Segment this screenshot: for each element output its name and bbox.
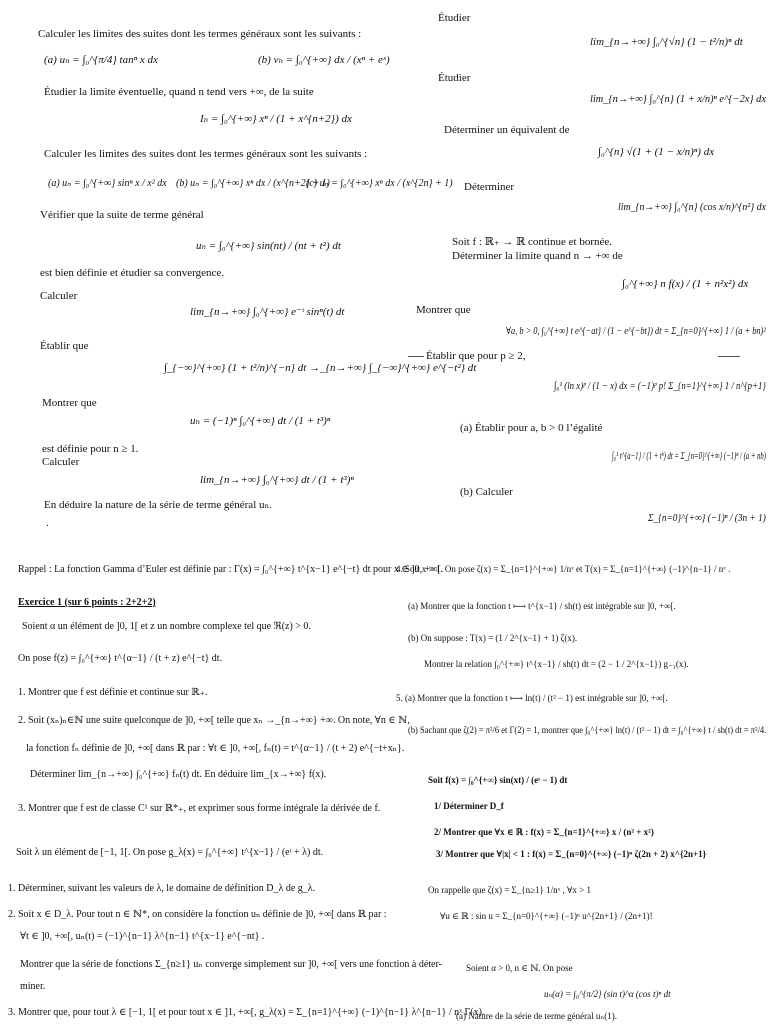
instruction-text: (b) Calculer [460,486,513,498]
question-text: 3. Montrer que, pour tout λ ∈ [−1, 1[ et pour tout x ∈ ]1, +∞[, g_λ(x) = Σ_{n=1}^{+∞} (−1)^{n−1} λ^{n−1} / nˣ Γ(x). [8,1007,485,1018]
instruction-text: Déterminer un équivalent de [444,124,570,136]
statement-text: Soit λ un élément de [−1, 1[. On pose g_λ(x) = ∫₀^{+∞} t^{x−1} / (eᵗ + λ) dt. [16,847,324,858]
math-formula: ∫₀¹ (ln x)ᵖ / (1 − x) dx = (−1)ᵖ p! Σ_{n=1}^{+∞} 1 / n^{p+1} [554,380,766,392]
instruction-text: Montrer que [42,397,97,409]
question-text: ∀t ∈ ]0, +∞[, uₙ(t) = (−1)^{n−1} λ^{n−1} t^{x−1} e^{−nt} . [20,931,265,942]
math-formula: lim_{n→+∞} ∫₀^{√n} (1 − t²/n)ⁿ dt [590,36,743,48]
reminder-text: On rappelle que ζ(x) = Σ_{n≥1} 1/nˣ , ∀x > 1 [428,885,591,895]
question-text: (a) Montrer que la fonction t ⟼ t^{x−1} / sh(t) est intégrable sur ]0, +∞[. [408,601,676,611]
math-item: (b) uₙ = ∫₀^{+∞} xⁿ dx / (x^{n+2} + 1) [176,178,330,189]
divider-line [408,356,424,357]
stray-dot: . [46,517,49,529]
divider-line [718,356,740,357]
statement-text: Soit f(x) = ∫₀^{+∞} sin(xt) / (eᵗ − 1) dt [428,775,568,785]
question-text: miner. [20,981,46,992]
instruction-text: Calculer les limites des suites dont les termes généraux sont les suivants : [44,148,368,160]
instruction-text: Vérifier que la suite de terme général [40,209,204,221]
instruction-text: Montrer que [416,304,471,316]
math-formula: Σ_{n=0}^{+∞} (−1)ⁿ / (3n + 1) [648,512,766,524]
instruction-text: est bien définie et étudier sa convergence. [40,267,224,279]
statement-text: Soient α un élément de ]0, 1[ et z un nombre complexe tel que ℜ(z) > 0. [22,621,311,632]
math-item: (a) uₙ = ∫₀^{π/4} tanⁿ x dx [44,54,158,66]
math-formula: lim_{n→+∞} ∫₀^{n} (cos x/n)^{n²} dx [618,201,766,213]
statement-text: On pose f(z) = ∫₀^{+∞} t^{α−1} / (t + z) e^{−t} dt. [18,653,223,664]
instruction-text: Établir que pour p ≥ 2, [426,350,526,362]
question-text: 5. (a) Montrer que la fonction t ⟼ ln(t) / (t² − 1) est intégrable sur ]0, +∞[. [396,693,668,703]
statement-text: Soient α > 0, n ∈ ℕ. On pose [466,963,573,973]
instruction-text: Calculer [42,456,80,468]
question-text: 2. Soit x ∈ D_λ. Pour tout n ∈ ℕ*, on considère la fonction uₙ définie de ]0, +∞[ dans ℝ par : [8,909,387,920]
exercise-heading: Exercice 1 (sur 6 points : 2+2+2) [18,597,156,608]
question-text: 1. Déterminer, suivant les valeurs de λ, le domaine de définition D_λ de g_λ. [8,883,316,894]
question-text: 3/ Montrer que ∀|x| < 1 : f(x) = Σ_{n=0}^{+∞} (−1)ⁿ ζ(2n + 2) x^{2n+1} [436,849,707,859]
math-formula: uₙ = ∫₀^{+∞} sin(nt) / (nt + t²) dt [196,240,341,252]
question-text: Montrer la relation ∫₀^{+∞} t^{x−1} / sh(t) dt = (2 − 1 / 2^{x−1}) g₋₁(x). [424,659,689,669]
instruction-text: En déduire la nature de la série de terme général uₙ. [44,499,273,511]
math-item: (a) uₙ = ∫₀^{+∞} sinⁿ x / x² dx [48,178,167,189]
question-text: (a) Nature de la série de terme général uₙ(1). [456,1011,618,1021]
math-formula: ∫₀¹ t^{a−1} / (1 + tᵇ) dt = Σ_{n=0}^{+∞} (−1)ⁿ / (a + nb) [612,450,767,462]
instruction-text: (a) Établir pour a, b > 0 l’égalité [460,422,603,434]
math-formula: lim_{n→+∞} ∫₀^{+∞} dt / (1 + t³)ⁿ [200,474,354,486]
instruction-text: Établir que [40,340,89,352]
question-text: 2. Soit (xₙ)ₙ∈ℕ une suite quelconque de ]0, +∞[ telle que xₙ →_{n→+∞} +∞. On note, ∀n ∈ ℕ, [18,715,410,726]
question-text: 1/ Déterminer D_f [434,801,504,811]
question-text: Montrer que la série de fonctions Σ_{n≥1} uₙ converge simplement sur ]0, +∞[ vers une fonction à déter- [20,959,442,970]
instruction-text: Étudier la limite éventuelle, quand n tend vers +∞, de la suite [44,86,314,98]
math-formula: lim_{n→+∞} ∫₀^{n} (1 + x/n)ⁿ e^{−2x} dx [590,93,767,105]
instruction-text: est définie pour n ≥ 1. [42,443,139,455]
math-item: (b) vₙ = ∫₀^{+∞} dx / (xⁿ + eˣ) [258,54,390,66]
question-text: Déterminer lim_{n→+∞} ∫₀^{+∞} fₙ(t) dt. En déduire lim_{x→+∞} f(x). [30,769,327,780]
math-item: (c) uₙ = ∫₀^{+∞} xⁿ dx / (x^{2n} + 1) [306,178,453,189]
reminder-text: ∀u ∈ ℝ : sin u = Σ_{n=0}^{+∞} (−1)ⁿ u^{2n+1} / (2n+1)! [440,911,653,921]
question-text: (b) Sachant que ζ(2) = π²/6 et Γ(2) = 1, montrer que ∫₀^{+∞} ln(t) / (t² − 1) dt = ∫₀^{+∞} t / sh(t) dt = π²/4. [408,725,767,735]
question-text: la fonction fₙ définie de ]0, +∞[ dans ℝ par : ∀t ∈ ]0, +∞[, fₙ(t) = t^{α−1} / (t + 2) e^{−t+xₙ}. [26,743,405,754]
math-formula: ∫₀^{n} √(1 + (1 − x/n)ⁿ) dx [598,146,715,158]
instruction-text: Étudier [438,12,471,24]
question-text: 4. Soit x > 1. On pose ζ(x) = Σ_{n=1}^{+∞} 1/nˣ et T(x) = Σ_{n=1}^{+∞} (−1)^{n−1} / nˣ . [396,564,731,574]
instruction-text: Déterminer la limite quand n → +∞ de [452,250,623,262]
math-formula: ∫₀^{+∞} n f(x) / (1 + n²x²) dx [622,278,749,290]
math-formula: ∀a, b > 0, ∫₀^{+∞} t e^{−at} / (1 − e^{−bt}) dt = Σ_{n=0}^{+∞} 1 / (a + bn)² [506,326,766,337]
math-formula: uₙ(α) = ∫₀^{π/2} (sin t)^α (cos t)ⁿ dt [544,989,671,999]
math-formula: lim_{n→+∞} ∫₀^{+∞} e⁻ᵗ sinⁿ(t) dt [190,306,345,318]
math-formula: Iₙ = ∫₀^{+∞} xⁿ / (1 + x^{n+2}) dx [200,113,352,125]
instruction-text: Soit f : ℝ₊ → ℝ continue et bornée. [452,236,613,248]
question-text: (b) On suppose : T(x) = (1 / 2^{x−1} + 1) ζ(x). [408,633,578,643]
instruction-text: Déterminer [464,181,515,193]
math-formula: ∫_{−∞}^{+∞} (1 + t²/n)^{−n} dt →_{n→+∞} ∫_{−∞}^{+∞} e^{−t²} dt [164,362,477,374]
question-text: 2/ Montrer que ∀x ∈ ℝ : f(x) = Σ_{n=1}^{+∞} x / (n² + x²) [434,827,654,837]
reminder-text: Rappel : La fonction Gamma d’Euler est définie par : Γ(x) = ∫₀^{+∞} t^{x−1} e^{−t} dt pour x ∈ ]0, +∞[. [18,564,444,575]
math-formula: uₙ = (−1)ⁿ ∫₀^{+∞} dt / (1 + t³)ⁿ [190,415,331,427]
instruction-text: Calculer les limites des suites dont les termes généraux sont les suivants : [38,28,362,40]
question-text: 1. Montrer que f est définie et continue sur ℝ₊. [18,687,208,698]
instruction-text: Calculer [40,290,78,302]
instruction-text: Étudier [438,72,471,84]
question-text: 3. Montrer que f est de classe C¹ sur ℝ*₊, et exprimer sous forme intégrale la dérivée de f. [18,803,381,814]
